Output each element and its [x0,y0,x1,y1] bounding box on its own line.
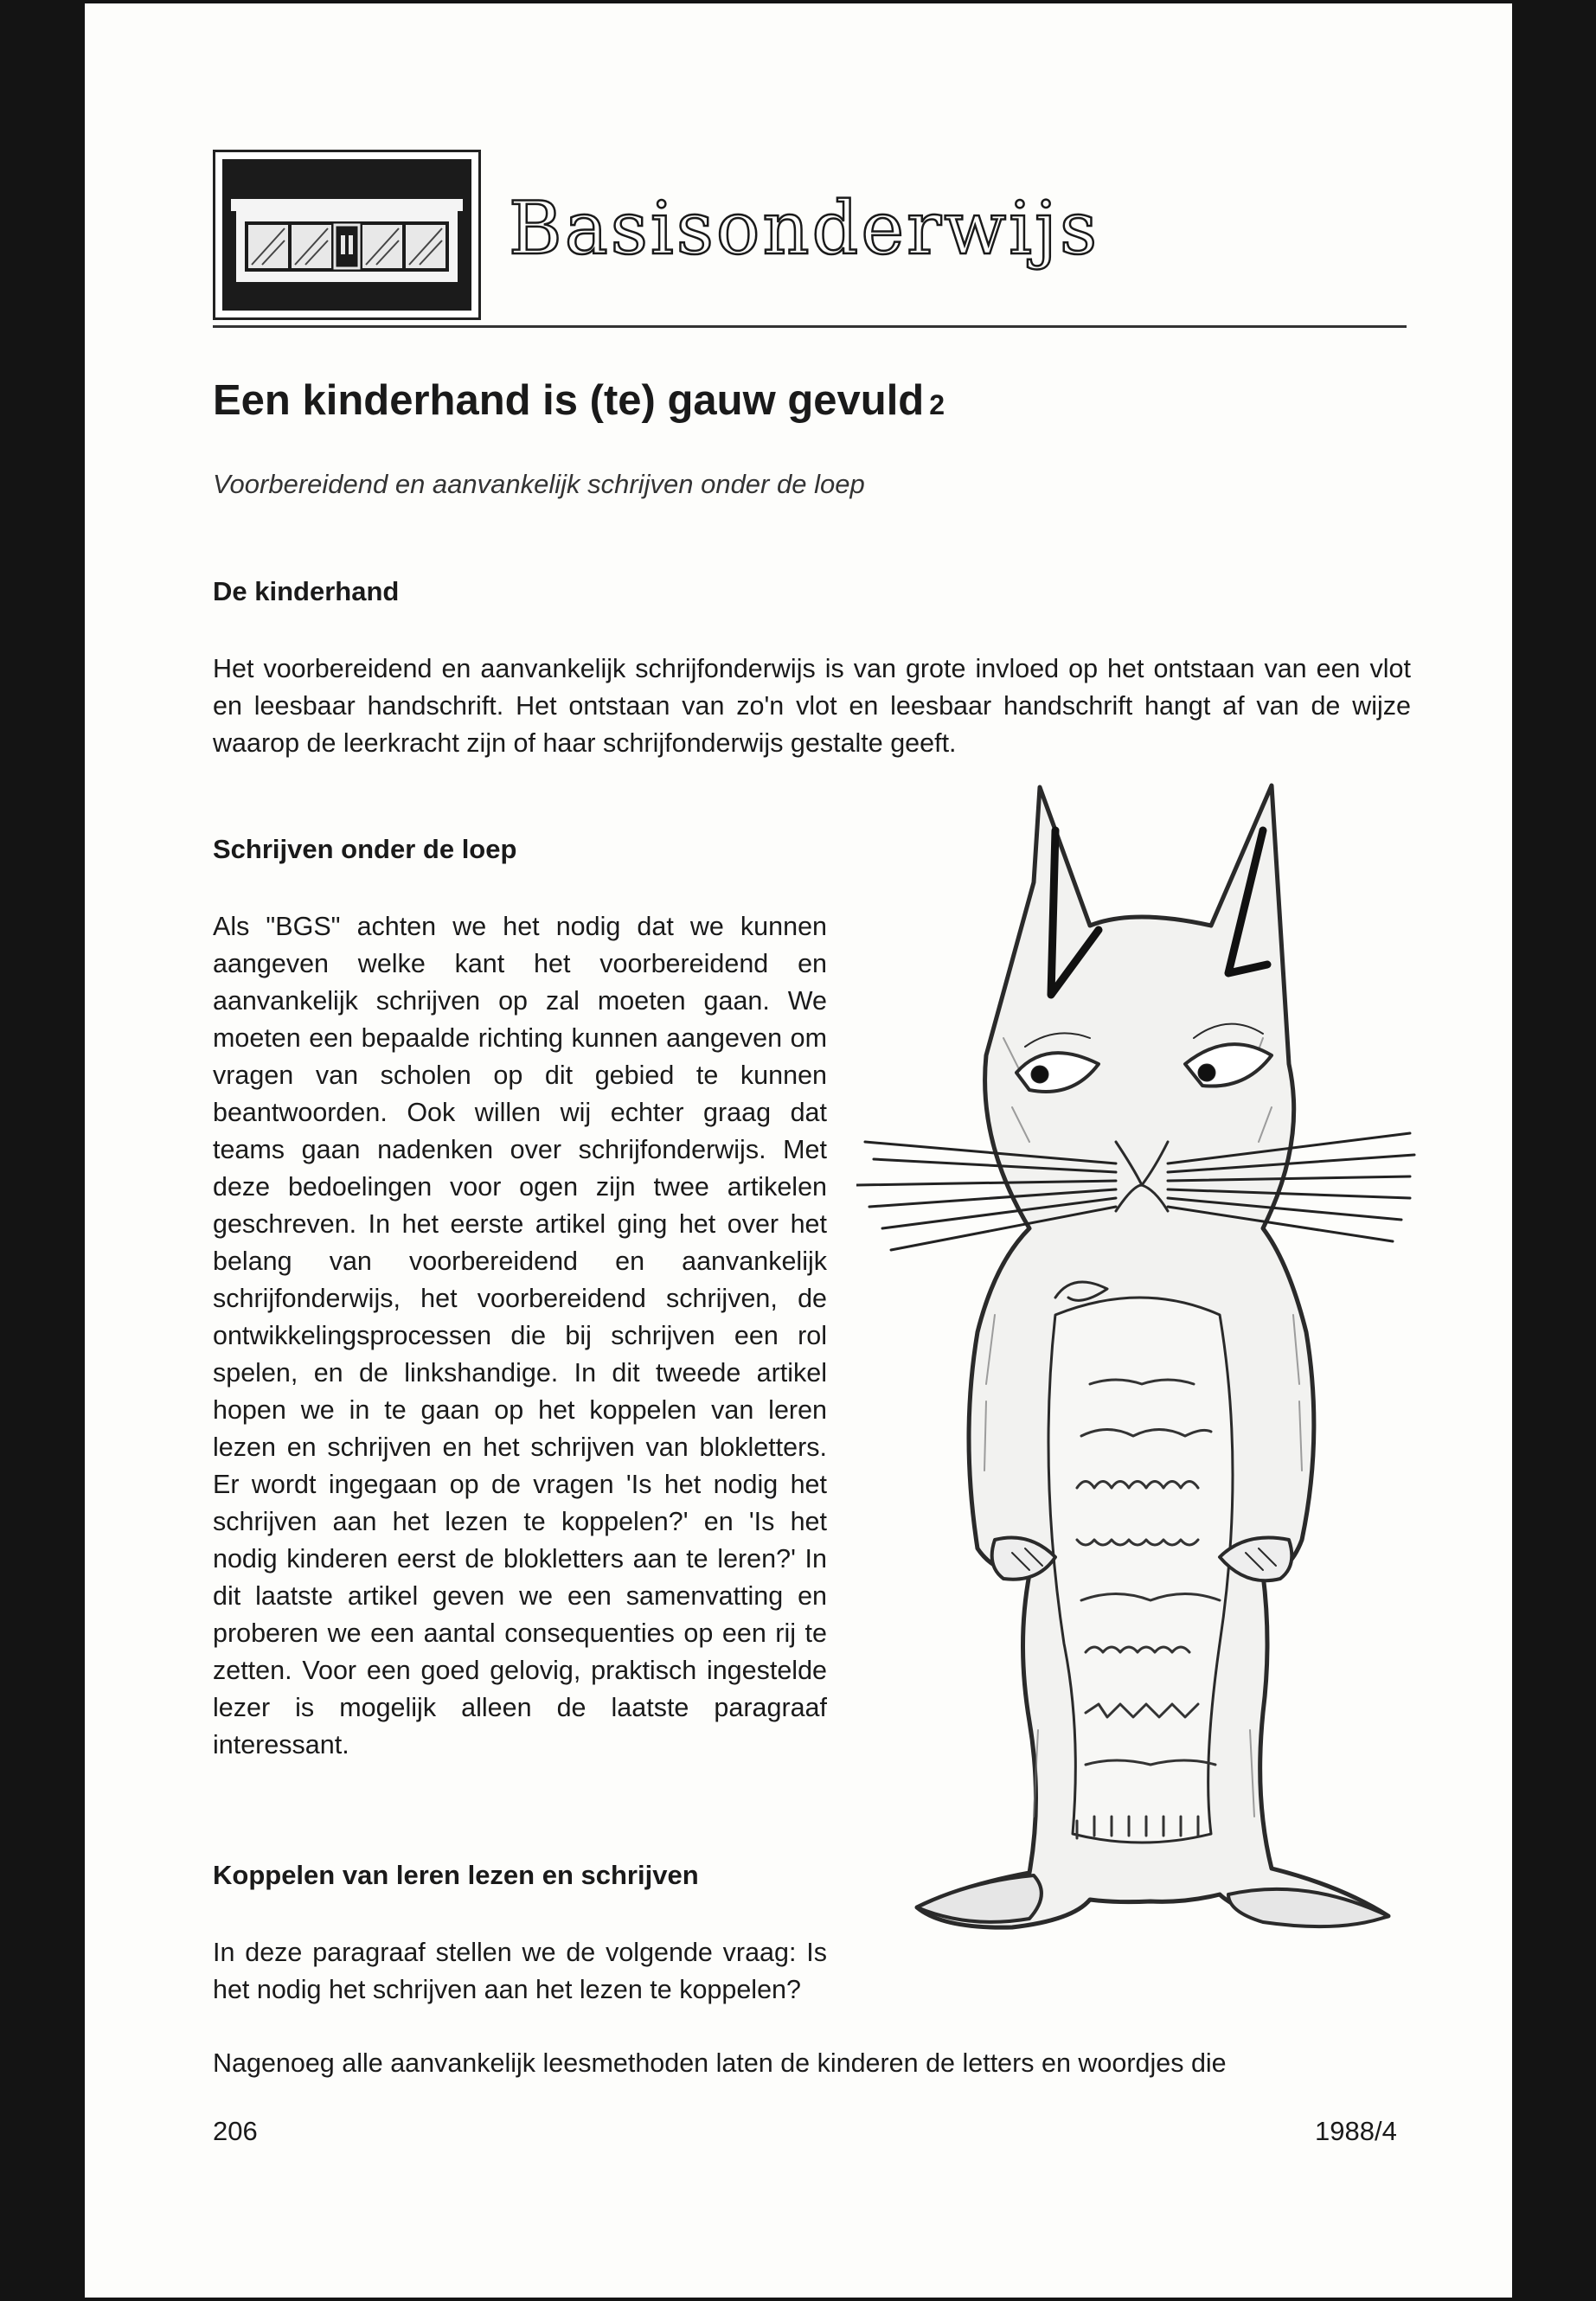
cat-drawing-icon [856,779,1419,2024]
section-heading-kinderhand: De kinderhand [213,576,400,606]
section-heading-koppelen: Koppelen van leren lezen en schrijven [213,1860,699,1890]
article-subtitle: Voorbereidend en aanvankelijk schrijven onder de loep [213,469,865,499]
article-title [213,378,945,425]
section-body-kinderhand: Het voorbereidend en aanvankelijk schrijfonderwijs is van grote invloed op het ontstaan van een vlot en leesbaar handschrift. Het ontstaan van zo'n vlot en leesbaar handschrift hangt af van de wijze waarop de leerkracht zijn of haar schrijfonderwijs gestalte geeft. [213,654,1411,758]
article-title-number: 2 [929,389,945,420]
section-heading-schrijven: Schrijven onder de loep [213,834,517,864]
section-name: Basisonderwijs [509,186,1100,271]
header-rule [213,325,1407,328]
section-body-schrijven: Als "BGS" achten we het nodig dat we kunnen aangeven welke kant het voorbereidend en aanvankelijk schrijven op zal moeten gaan. We moeten een bepaalde richting kunnen aangeven om vragen van scholen op dit gebied te kunnen beantwoorden. Ook willen wij echter graag dat teams gaan nadenken over schrijfonderwijs. Met deze bedoelingen voor ogen zijn twee artikelen geschreven. In het eerste artikel ging het over het belang van voorbereidend en aanvankelijk schrijfonderwijs, het voorbereidend schrijven, de ontwikkelingsprocessen die bij schrijven een rol spelen, en de linkshandige. In dit tweede artikel hopen we in te gaan op het koppelen van leren lezen en schrijven en het schrijven van blokletters. Er wordt ingegaan op de vragen 'Is het nodig het schrijven aan het lezen te koppelen?' en 'Is het nodig kinderen eerst de blokletters aan te leren?' In dit laatste artikel geven we een samenvatting en proberen we een aantal consequenties op een rij te zetten. Voor een goed gelovig, praktisch ingestelde lezer is mogelijk alleen de laatste paragraaf interessant. [213,912,827,1759]
school-building-icon [213,150,481,320]
page-number: 206 [213,2116,258,2146]
article-title-text: Een kinderhand is (te) gauw gevuld [213,377,925,424]
section-body-koppelen: In deze paragraaf stellen we de volgende vraag: Is het nodig het schrijven aan het lezen te koppelen? [213,1938,827,2004]
issue-number: 1988/4 [1315,2116,1397,2146]
section-body-continuation: Nagenoeg alle aanvankelijk leesmethoden laten de kinderen de letters en woordjes die [213,2048,1227,2078]
